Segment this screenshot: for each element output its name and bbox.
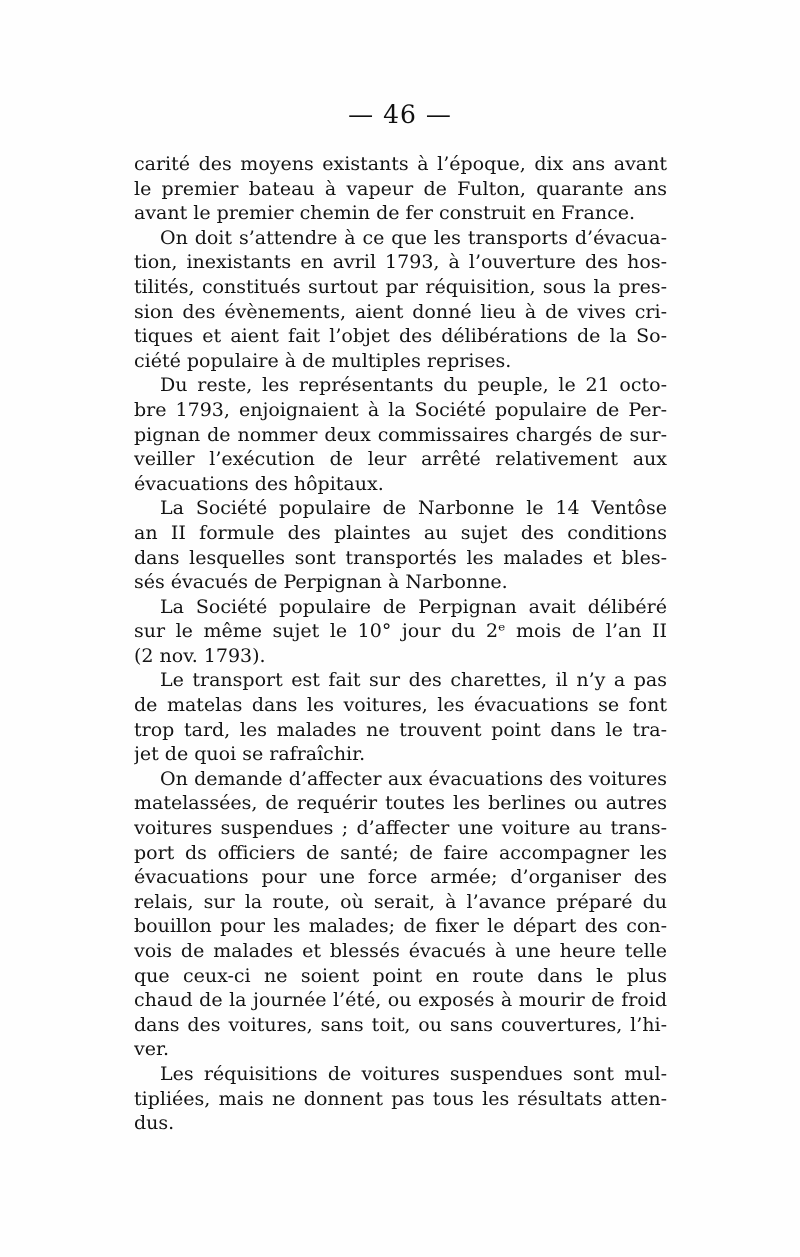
text-line: Le transport est fait sur des charettes, il n’y a pas [160,669,667,692]
text-line: dans lesquelles sont transportés les malades et bles- [134,546,667,569]
text-line: tiques et aient fait l’objet des délibérations de la So- [134,325,667,348]
text-line: an II formule des plaintes au sujet des conditions [134,521,667,544]
text-line: (2 nov. 1793). [134,644,266,667]
text-line: chaud de la journée l’été, ou exposés à mourir de froid [134,989,667,1012]
text-line: tilités, constitués surtout par réquisition, sous la pres- [134,275,667,298]
text-line: tion, inexistants en avril 1793, à l’ouverture des hos- [134,251,667,274]
text-line: évacuations pour une force armée; d’organiser des [134,866,667,889]
text-line: La Société populaire de Perpignan avait délibéré [160,595,667,618]
text-line: sés évacués de Perpignan à Narbonne. [134,571,508,594]
text-line: bouillon pour les malades; de fixer le départ des con- [134,915,667,938]
text-line: carité des moyens existants à l’époque, dix ans avant [134,153,667,175]
text-line: sur le même sujet le 10° jour du 2ᵉ mois de l’an II [134,620,667,643]
text-line: le premier bateau à vapeur de Fulton, quarante ans [134,177,667,200]
body-text [134,152,667,1136]
text-line: dus. [134,1112,175,1135]
text-line: avant le premier chemin de fer construit en France. [134,202,635,225]
text-line: On demande d’affecter aux évacuations des voitures [160,767,667,790]
text-line: veiller l’exécution de leur arrêté relativement aux [134,448,667,471]
text-line: évacuations des hôpitaux. [134,472,384,495]
text-line: La Société populaire de Narbonne le 14 Ventôse [160,497,667,520]
text-line: que ceux-ci ne soient point en route dans le plus [134,964,667,987]
page-number: — 46 — [348,100,452,129]
text-line: port ds officiers de santé; de faire accompagner les [134,841,667,864]
text-line: bre 1793, enjoignaient à la Société populaire de Per- [134,398,667,421]
text-line: jet de quoi se rafraîchir. [134,743,366,766]
text-line: tipliées, mais ne donnent pas tous les résultats atten- [134,1087,667,1110]
text-line: relais, sur la route, où serait, à l’avance préparé du [134,890,667,913]
text-line: Les réquisitions de voitures suspendues sont mul- [160,1062,667,1085]
text-line: dans des voitures, sans toit, ou sans couvertures, l’hi- [134,1013,667,1036]
text-line: sion des évènements, aient donné lieu à de vives cri- [134,300,667,323]
text-line: voitures suspendues ; d’affecter une voiture au trans- [134,817,667,840]
text-line: matelassées, de requérir toutes les berlines ou autres [134,792,667,815]
text-line: de matelas dans les voitures, les évacuations se font [134,694,667,717]
text-line: vois de malades et blessés évacués à une heure telle [134,940,667,962]
text-line: trop tard, les malades ne trouvent point dans le tra- [134,718,667,741]
text-line: pignan de nommer deux commissaires chargés de sur- [134,423,667,446]
text-line: Du reste, les représentants du peuple, le 21 octo- [160,374,667,397]
text-line: On doit s’attendre à ce que les transports d’évacua- [160,226,667,249]
text-line: ciété populaire à de multiples reprises. [134,349,512,372]
text-line: ver. [134,1038,170,1061]
